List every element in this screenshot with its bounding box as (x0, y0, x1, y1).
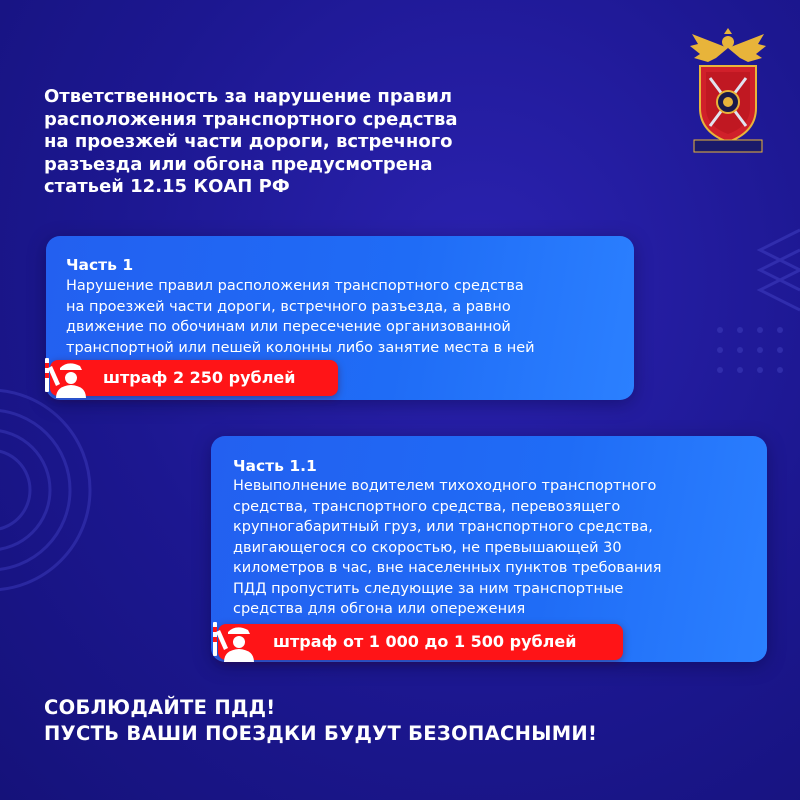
fine-badge (50, 360, 338, 396)
card-line: средства для обгона или опережения (233, 601, 526, 617)
title-line: статьей 12.15 КОАП РФ (44, 176, 290, 197)
card-line: ПДД пропустить следующие за ним транспортные (233, 580, 624, 597)
title-line: на проезжей части дороги, встречного (44, 131, 453, 152)
card-description (66, 276, 626, 358)
card-line: транспортной или пешей колонны либо занятие места в ней (66, 339, 535, 356)
fine-amount: штраф 2 250 рублей (103, 368, 296, 387)
footer-slogan-secondary: ПУСТЬ ВАШИ ПОЕЗДКИ БУДУТ БЕЗОПАСНЫМИ! (44, 722, 598, 745)
card-heading: Часть 1 (66, 256, 134, 274)
title-line: разъезда или обгона предусмотрена (44, 153, 433, 175)
fine-amount: штраф от 1 000 до 1 500 рублей (273, 632, 577, 651)
card-line: движение по обочинам или пересечение организованной (66, 319, 511, 335)
card-heading: Часть 1.1 (233, 457, 317, 475)
decorative-chevrons (730, 220, 800, 320)
page-title (44, 86, 514, 199)
card-line: двигающегося со скоростью, не превышающей 30 (233, 539, 622, 556)
card-line: на проезжей части дороги, встречного разъезда, а равно (66, 298, 511, 315)
police-emblem-icon (688, 28, 768, 156)
title-line: расположения транспортного средства (44, 108, 458, 130)
decorative-dots (700, 320, 800, 400)
card-line: Невыполнение водителем тихоходного транспортного (233, 478, 657, 494)
card-line: крупногабаритный груз, или транспортного средства, (233, 519, 653, 535)
card-description (233, 476, 758, 620)
fine-badge (218, 624, 623, 660)
traffic-officer-icon (210, 618, 266, 662)
card-line: Нарушение правил расположения транспортного средства (66, 278, 524, 294)
card-line: километров в час, вне населенных пунктов требования (233, 560, 662, 576)
card-line: средства, транспортного средства, перевозящего (233, 498, 621, 515)
traffic-officer-icon (42, 354, 98, 398)
decorative-circles (0, 380, 190, 600)
title-line: Ответственность за нарушение правил (44, 86, 453, 107)
footer-slogan: СОБЛЮДАЙТЕ ПДД! (44, 696, 276, 719)
